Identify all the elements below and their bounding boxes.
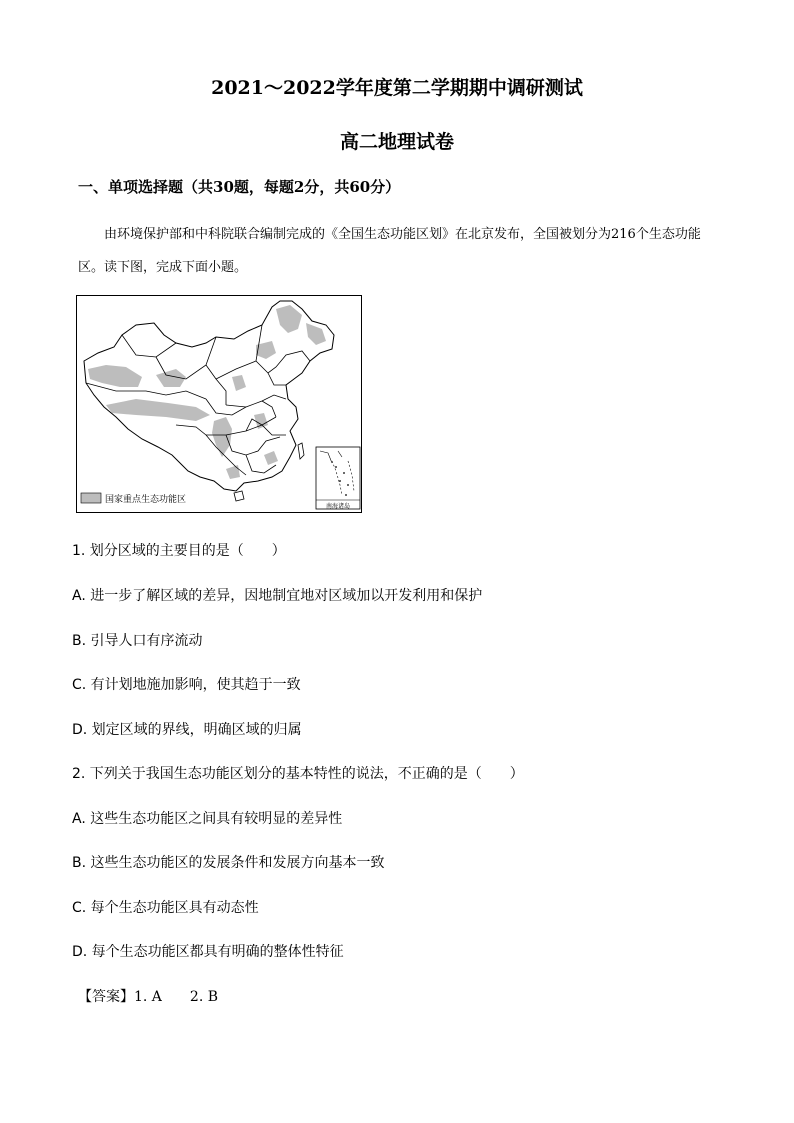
question-1-option-d: D. 划定区域的界线，明确区域的归属 <box>72 722 302 738</box>
answer-tag: 【答案】 <box>78 989 134 1005</box>
exam-subtitle: 高二地理试卷 <box>339 131 454 153</box>
intro-paragraph: 由环境保护部和中科院联合编制完成的《全国生态功能区划》在北京发布，全国被划分为216个生态功能区。读下图，完成下面小题。 <box>78 227 701 275</box>
question-1-option-c: C. 有计划地施加影响，使其趋于一致 <box>72 677 301 693</box>
answer-line <box>78 986 246 1006</box>
question-2-option-a: A. 这些生态功能区之间具有较明显的差异性 <box>72 811 343 827</box>
question-1-stem: 1. 划分区域的主要目的是（ ） <box>72 543 286 559</box>
section-heading: 一、单项选择题（共30题，每题2分，共60分） <box>78 178 401 196</box>
answer-item: 2. B <box>189 989 219 1005</box>
question-2-option-c: C. 每个生态功能区具有动态性 <box>72 900 259 916</box>
question-1-option-a: A. 进一步了解区域的差异，因地制宜地对区域加以开发利用和保护 <box>72 588 483 604</box>
question-2-stem: 2. 下列关于我国生态功能区划分的基本特性的说法，不正确的是（ ） <box>72 766 524 782</box>
inset-label: 南海诸岛 <box>325 503 351 510</box>
question-2-option-b: B. 这些生态功能区的发展条件和发展方向基本一致 <box>72 855 385 871</box>
question-2-option-d: D. 每个生态功能区都具有明确的整体性特征 <box>72 944 344 960</box>
legend-label: 国家重点生态功能区 <box>105 495 187 505</box>
legend-swatch <box>81 493 101 503</box>
ecological-zone-map <box>76 295 362 513</box>
question-1-option-b: B. 引导人口有序流动 <box>72 633 203 649</box>
exam-title: 2021～2022学年度第二学期期中调研测试 <box>211 77 583 99</box>
answer-item: 1. A <box>134 989 162 1005</box>
